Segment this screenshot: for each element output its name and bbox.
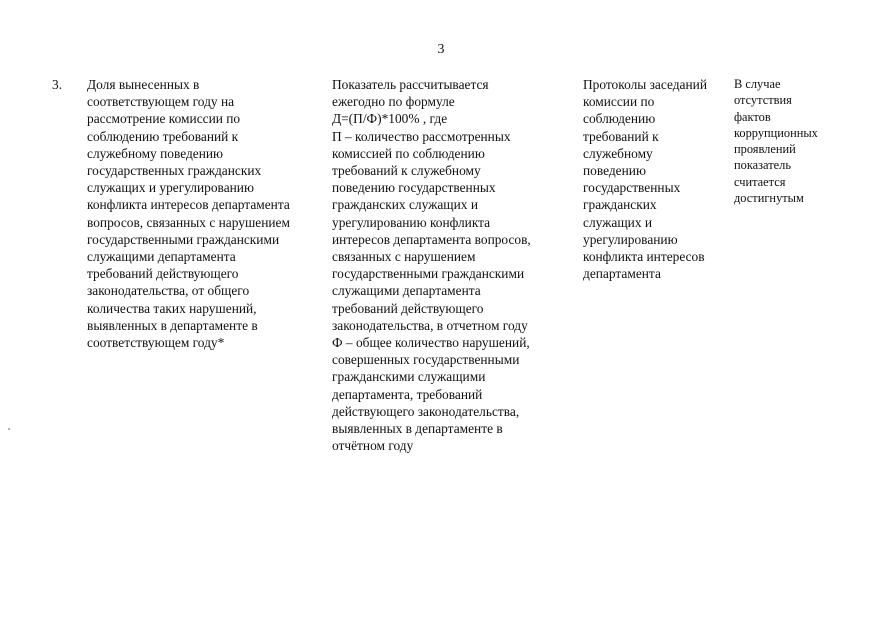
calculation-method-cell: Показатель рассчитывается ежегодно по формуле Д=(П/Ф)*100% , где П – количество рассмотренных комиссией по соблюдению требований к служебному поведению государственных гражданских служащих и урегулированию конфликта интересов департамента вопросов, связанных с нарушением государственными гражданскими служащими департамента требований действующего законодательства, в отчетном году Ф – общее количество нарушений, совершенных государственными гражданскими служащими департамента, требований действующего законодательства, выявленных в департаменте в отчётном году <box>332 77 531 454</box>
data-source-cell: Протоколы заседаний комиссии по соблюдению требований к служебному поведению государственных гражданских служащих и урегулированию конфликта интересов департамента <box>583 77 707 282</box>
note-cell: В случае отсутствия фактов коррупционных проявлений показатель считается достигнутым <box>734 77 818 206</box>
scan-speck <box>8 428 10 430</box>
page-number: 3 <box>437 42 445 57</box>
row-number: 3. <box>52 77 63 92</box>
indicator-name-cell: Доля вынесенных в соответствующем году на рассмотрение комиссии по соблюдению требований к служебному поведению государственных гражданских служащих и урегулированию конфликта интересов департамента вопросов, связанных с нарушением государственными гражданскими служащими департамента требований действующего законодательства, от общего количества таких нарушений, выявленных в департаменте в соответствующем году* <box>87 77 290 351</box>
